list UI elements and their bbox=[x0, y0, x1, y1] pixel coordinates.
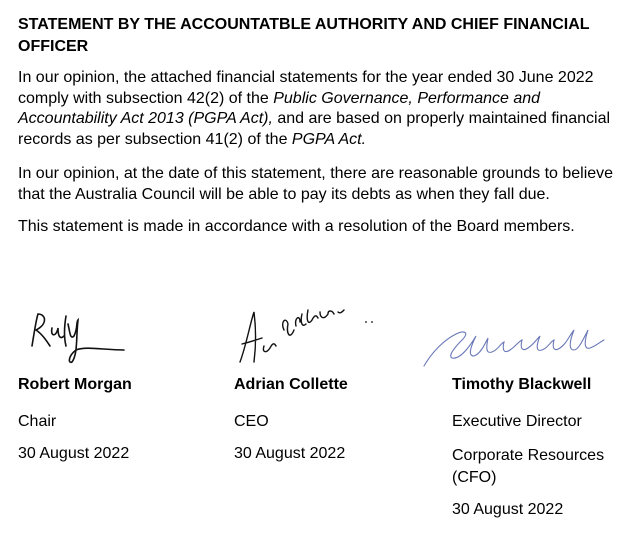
signatory-name: Timothy Blackwell bbox=[452, 376, 592, 393]
statement-title: STATEMENT BY THE ACCOUNTATBLE AUTHORITY AND CHIEF FINANCIAL OFFICER bbox=[18, 16, 590, 55]
signatory-date: 30 August 2022 bbox=[452, 501, 564, 518]
signature-adrian-collette bbox=[232, 300, 392, 372]
signatory-role: Executive Director bbox=[452, 413, 582, 430]
signature-timothy-blackwell bbox=[418, 322, 618, 372]
signatory-name: Adrian Collette bbox=[234, 376, 348, 393]
signatory-department: Corporate Resources (CFO) bbox=[452, 447, 605, 486]
paragraph-resolution: This statement is made in accordance with a resolution of the Board members. bbox=[18, 218, 575, 235]
signatory-date: 30 August 2022 bbox=[18, 445, 130, 462]
signatory-date: 30 August 2022 bbox=[234, 445, 346, 462]
signature-robert-morgan bbox=[24, 306, 134, 366]
paragraph-opinion-debts: In our opinion, at the date of this statement, there are reasonable grounds to believe that the Australia Council will be able to pay its debts as when they fall due. bbox=[18, 165, 614, 203]
signatory-role: CEO bbox=[234, 413, 269, 430]
signatory-role: Chair bbox=[18, 413, 57, 430]
paragraph-opinion-financial-statements: In our opinion, the attached financial statements for the year ended 30 June 2022 comply with subsection 42(2) of the Public Governance, Performance and Accountability Act 2013 (PGPA Act), and are based on properly maintained financial records as per subsection 41(2) of the PGPA Act. bbox=[18, 69, 611, 148]
signatory-name: Robert Morgan bbox=[18, 376, 132, 393]
